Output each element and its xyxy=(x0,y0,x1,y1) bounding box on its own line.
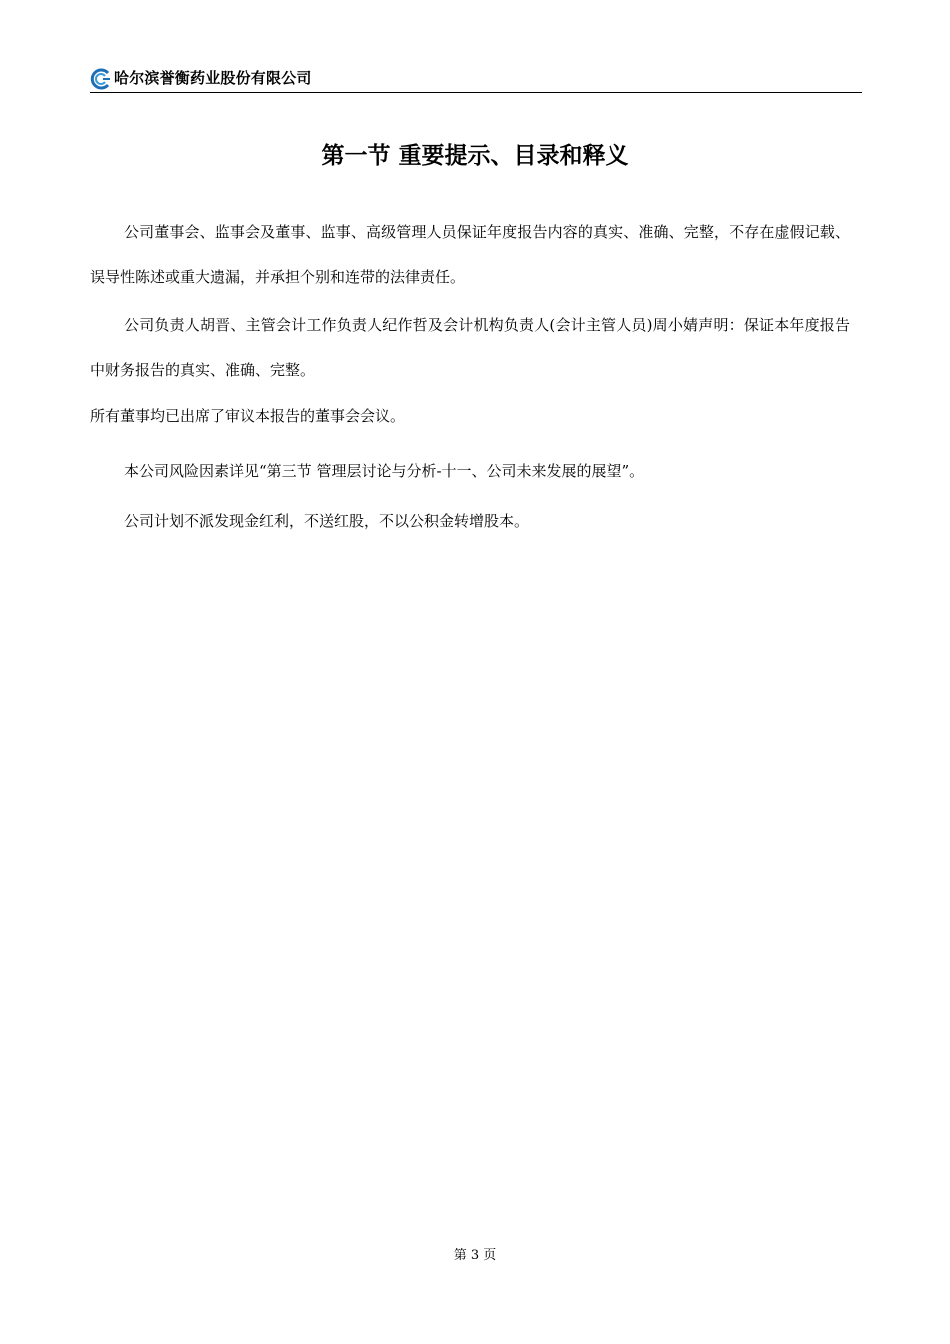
paragraph-financial-statement: 公司负责人胡晋、主管会计工作负责人纪作哲及会计机构负责人(会计主管人员)周小婧声明：保证本年度报告中财务报告的真实、准确、完整。 xyxy=(90,316,850,379)
paragraph-responsibility-statement: 公司董事会、监事会及董事、监事、高级管理人员保证年度报告内容的真实、准确、完整，不存在虚假记载、误导性陈述或重大遗漏，并承担个别和连带的法律责任。 xyxy=(90,223,850,286)
section-title: 第一节 重要提示、目录和释义 xyxy=(321,143,629,169)
paragraph-board-attendance: 所有董事均已出席了审议本报告的董事会会议。 xyxy=(90,407,406,425)
paragraph-risk-factors: 本公司风险因素详见“第三节 管理层讨论与分析-十一、公司未来发展的展望”。 xyxy=(124,462,645,480)
company-name: 哈尔滨誉衡药业股份有限公司 xyxy=(114,69,312,87)
page-header xyxy=(90,66,862,93)
paragraph-dividend-plan: 公司计划不派发现金红利，不送红股，不以公积金转增股本。 xyxy=(124,512,530,530)
company-logo-icon xyxy=(90,68,112,90)
page-number: 第 3 页 xyxy=(453,1248,497,1263)
